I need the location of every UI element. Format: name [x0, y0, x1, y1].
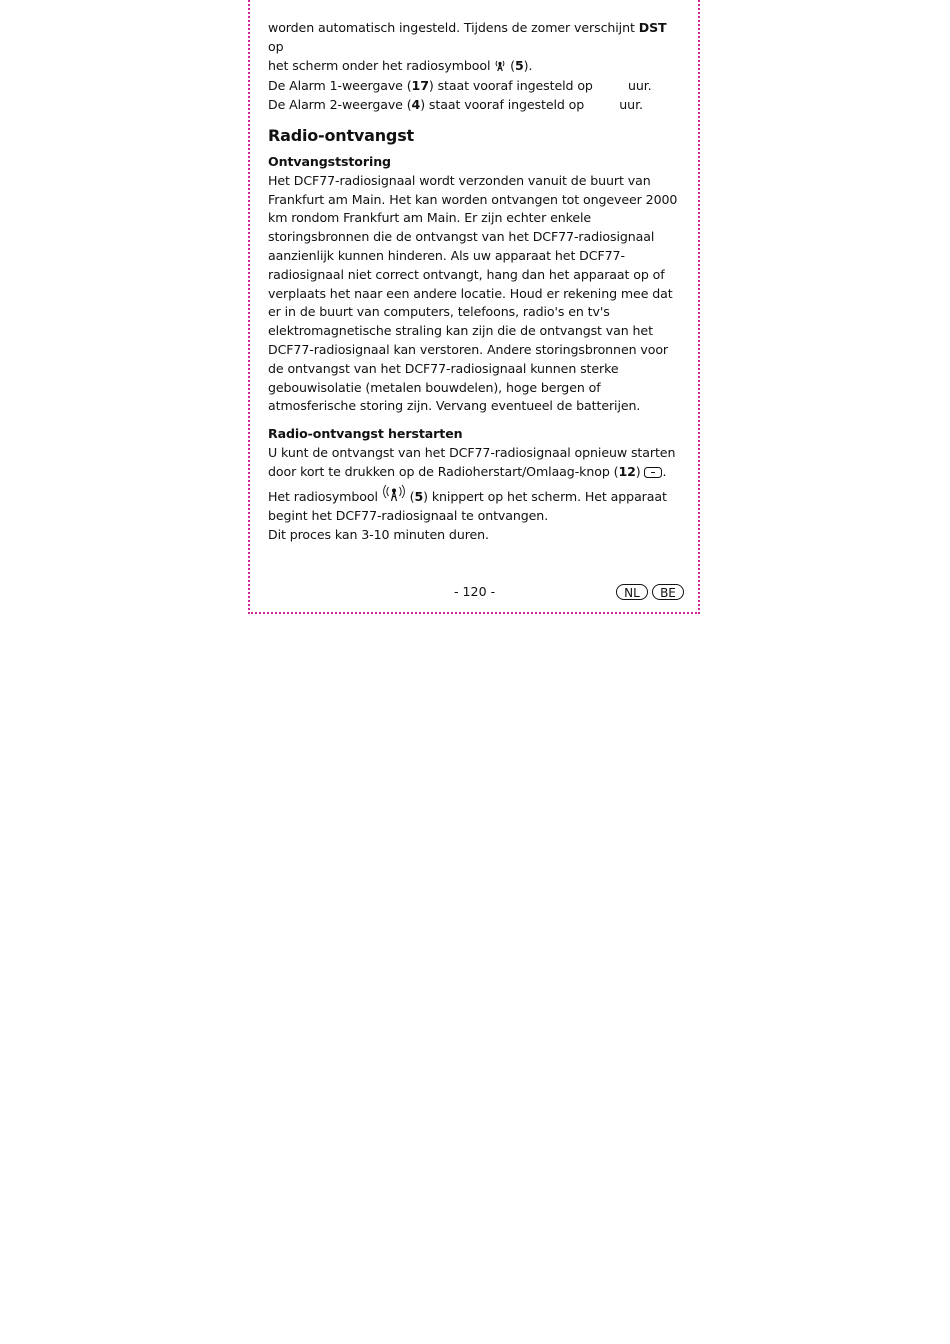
page-content: [268, 19, 682, 545]
page-footer: [250, 582, 698, 602]
dst-label: DST: [638, 20, 667, 35]
ref-number: 17: [411, 78, 429, 94]
language-badge-nl: NL: [616, 584, 648, 600]
intro-text: op: [268, 38, 284, 54]
ref-number: 12: [618, 463, 636, 479]
page-number: - 120 -: [454, 584, 496, 599]
storing-heading: Ontvangststoring: [268, 153, 391, 169]
manual-page: [248, 0, 700, 614]
ref-number: 5: [515, 57, 524, 73]
intro-text: (: [506, 57, 515, 73]
alarm1-text: ) staat vooraf ingesteld op uur.: [428, 78, 652, 94]
ref-number: 5: [414, 488, 424, 504]
herstarten-paragraph: [268, 444, 682, 545]
storing-body: Het DCF77-radiosignaal wordt verzonden vanuit de buurt van Frankfurt am Main. Het kan worden ontvangen tot ongeveer 2000 km rondom Frankfurt am Main. Er zijn echter enkele storingsbronnen die de ontvangst van het DCF77-radiosignaal aanzienlijk kunnen hinderen. Als uw apparaat het DCF77-radiosignaal niet correct ontvangt, hang dan het apparaat op of verplaats het naar een andere locatie. Houd er rekening mee dat er in de buurt van computers, telefoons, radio's en tv's elektromagnetische straling kan zijn die de ontvangst van het DCF77-radiosignaal kan verstoren. Andere storingsbronnen voor de ontvangst van het DCF77-radiosignaal kunnen sterke gebouwisolatie (metalen bouwdelen), hoge bergen of atmosferische storing zijn. Vervang eventueel de batterijen.: [268, 172, 678, 414]
herstarten-text: Het radiosymbool: [268, 488, 382, 504]
alarm2-text: De Alarm 2-weergave (: [268, 97, 412, 113]
minus-button-icon: [644, 465, 662, 484]
section-title: Radio-ontvangst: [268, 125, 414, 145]
herstarten-text: ) knippert op het scherm. Het apparaat begint het DCF77-radiosignaal te ontvangen.: [268, 488, 667, 524]
intro-text: het scherm onder het radiosymbool: [268, 57, 495, 73]
alarm1-line: [268, 77, 682, 96]
herstarten-text: Dit proces kan 3-10 minuten duren.: [268, 527, 489, 543]
ref-number: 4: [411, 97, 421, 113]
intro-text: worden automatisch ingesteld. Tijdens de zomer verschijnt: [268, 20, 639, 35]
herstarten-text: .: [662, 463, 667, 479]
alarm1-text: De Alarm 1-weergave (: [268, 78, 412, 94]
alarm2-line: [268, 96, 682, 115]
herstarten-text: U kunt de ontvangst van het DCF77-radiosignaal opnieuw starten door kort te drukken op de Radioherstart/Omlaag-knop (: [268, 444, 676, 479]
herstarten-heading: Radio-ontvangst herstarten: [268, 426, 463, 442]
intro-text: ).: [523, 57, 533, 73]
intro-paragraph: [268, 19, 682, 77]
radio-tower-icon: [494, 59, 506, 78]
radio-signal-icon: [382, 484, 406, 508]
alarm2-text: ) staat vooraf ingesteld op uur.: [420, 97, 643, 113]
language-badge-be: BE: [652, 584, 684, 600]
herstarten-text: ): [635, 463, 645, 479]
herstarten-text: (: [405, 488, 415, 504]
